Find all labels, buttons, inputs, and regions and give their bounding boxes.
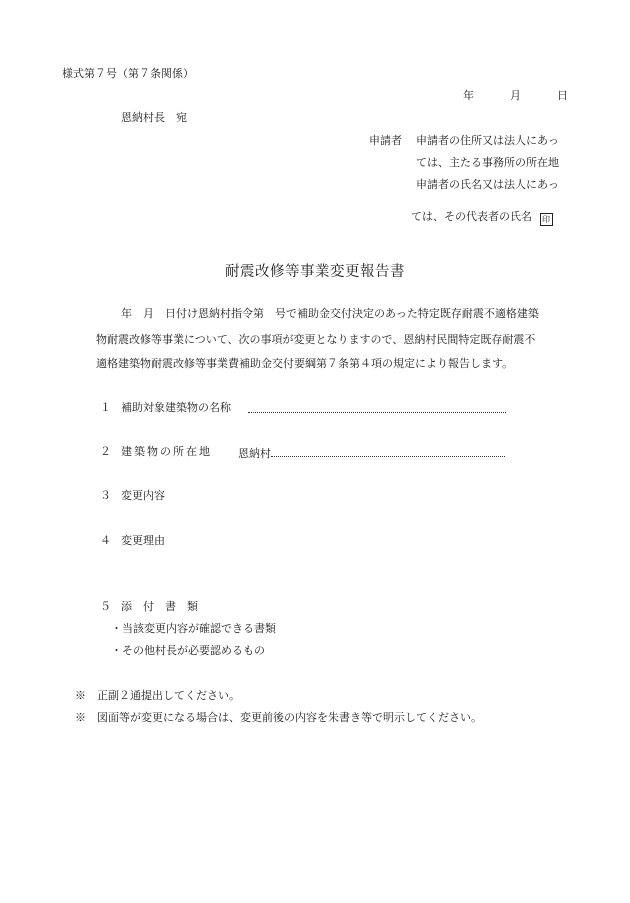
note-item: ※ 図面等が変更になる場合は、変更前後の内容を朱書き等で明示してください。 [75, 711, 482, 724]
attachment-item: ・当該変更内容が確認できる書類 [111, 622, 276, 635]
item-5-label: 添 付 書 類 [121, 600, 198, 613]
addressee: 恩納村長 宛 [121, 111, 187, 124]
body-line-3: 適格建築物耐震改修等事業費補助金交付要綱第７条第４項の規定により報告します。 [96, 357, 514, 370]
item-4-label: 変更理由 [121, 534, 165, 547]
item-4-number: ４ [100, 534, 111, 547]
item-1-label: 補助対象建築物の名称 [121, 401, 231, 414]
seal-mark: 印 [540, 213, 553, 226]
applicant-name-row [411, 209, 553, 226]
note-item: ※ 正副２通提出してください。 [75, 689, 240, 702]
item-5-number: ５ [100, 600, 111, 613]
item-3-label: 変更内容 [121, 489, 165, 502]
applicant-address-line1: 申請者の住所又は法人にあっ [416, 134, 559, 147]
item-3-number: ３ [100, 489, 111, 502]
item-2-value: 恩納村 [238, 447, 271, 460]
item-1-value-line [248, 400, 506, 418]
item-2-value-row [238, 444, 505, 462]
date-day: 日 [557, 89, 568, 102]
attachment-item: ・その他村長が必要認めるもの [111, 644, 265, 657]
item-2-number: ２ [100, 445, 111, 458]
item-2-label: 建築物の所在地 [121, 445, 212, 458]
applicant-name-line1: 申請者の氏名又は法人にあっ [416, 178, 559, 191]
item-1-number: １ [100, 401, 111, 414]
date-year: 年 [463, 89, 474, 102]
applicant-label: 申請者 [369, 134, 402, 147]
body-line-2: 物耐震改修等事業について、次の事項が変更となりますので、恩納村民間特定既存耐震不 [96, 333, 536, 346]
body-line-1: 年 月 日付け恩納村指令第 号で補助金交付決定のあった特定既存耐震不適格建築 [121, 307, 539, 320]
form-number: 様式第７号（第７条関係） [62, 67, 194, 80]
applicant-address-line2: ては、主たる事務所の所在地 [416, 156, 559, 169]
applicant-name-line2: ては、その代表者の氏名 [411, 210, 532, 223]
date-month: 月 [510, 89, 521, 102]
document-title: 耐震改修等事業変更報告書 [225, 264, 405, 280]
